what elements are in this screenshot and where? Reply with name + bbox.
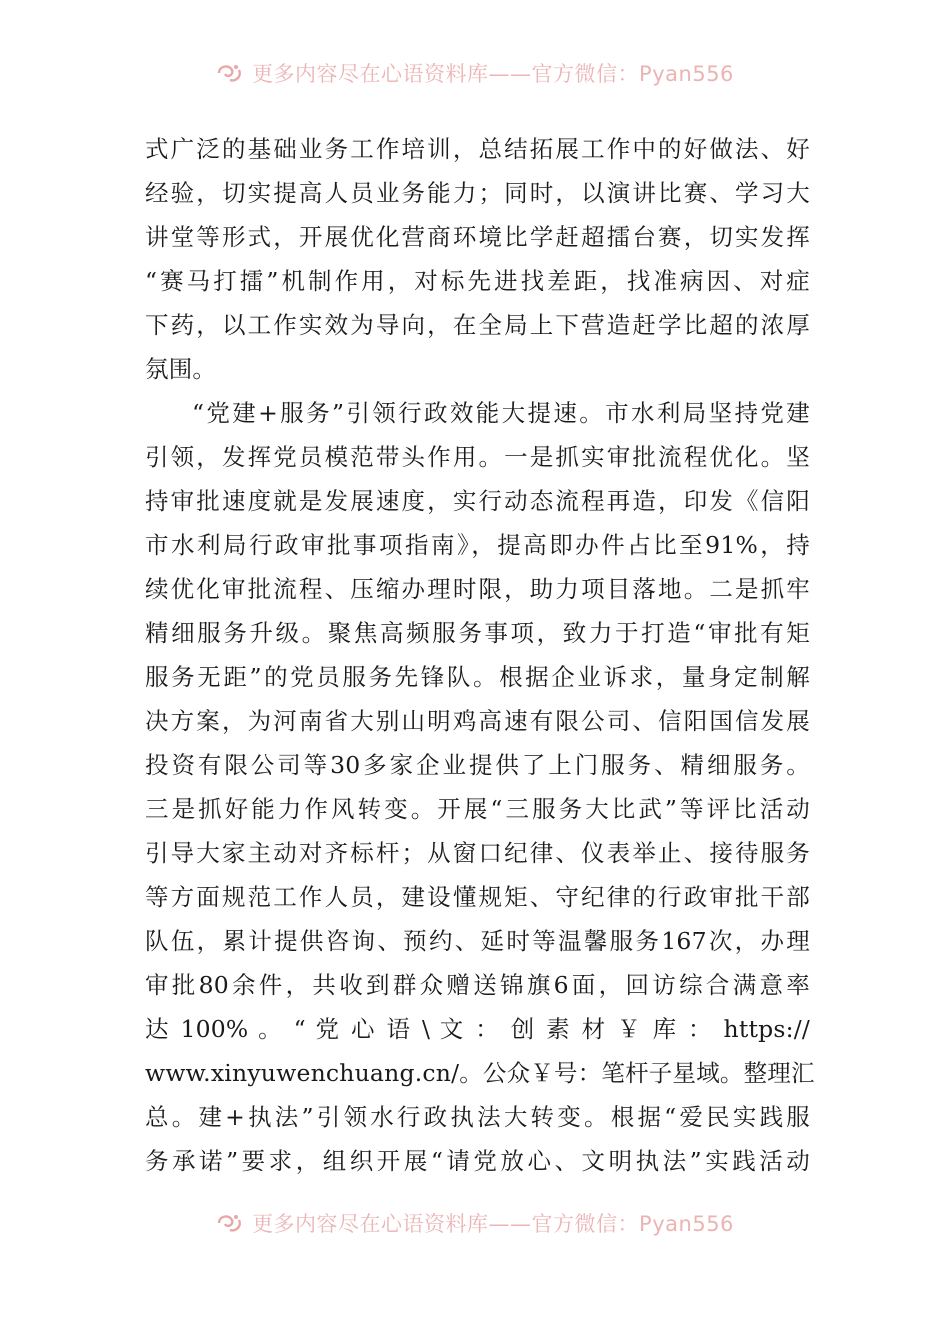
footer-watermark: [0, 1208, 950, 1238]
text-line: 经验，切实提高人员业务能力；同时，以演讲比赛、学习大: [145, 179, 810, 207]
text-line: 持审批速度就是发展速度，实行动态流程再造，印发《信阳: [145, 487, 810, 515]
header-watermark: [0, 58, 950, 88]
paragraph-heading-line: “党建+服务”引领行政效能大提速。市水利局坚持党建: [192, 399, 810, 427]
document-body: [145, 127, 815, 1183]
watermark-text: 更多内容尽在心语资料库——官方微信：Pyan556: [252, 62, 734, 86]
text-line: 投资有限公司等30多家企业提供了上门服务、精细服务。: [145, 751, 810, 779]
text-line: 达 100% 。 “ 党 心 语 \ 文 ： 创 素 材 ￥ 库 ： https://: [145, 1015, 810, 1043]
text-line: 等方面规范工作人员，建设懂规矩、守纪律的行政审批干部: [145, 883, 810, 911]
text-line: 精细服务升级。聚焦高频服务事项，致力于打造“审批有矩: [145, 619, 810, 647]
text-line: 队伍，累计提供咨询、预约、延时等温馨服务167次，办理: [145, 927, 810, 955]
text-line: 总。建+执法”引领水行政执法大转变。根据“爱民实践服: [145, 1103, 810, 1131]
text-line: 三是抓好能力作风转变。开展“三服务大比武”等评比活动: [145, 795, 810, 823]
text-line: 引导大家主动对齐标杆；从窗口纪律、仪表举止、接待服务: [145, 839, 810, 867]
watermark-text: 更多内容尽在心语资料库——官方微信：Pyan556: [252, 1212, 734, 1236]
text-line: 续优化审批流程、压缩办理时限，助力项目落地。二是抓牢: [145, 575, 810, 603]
text-line: www.xinyuwenchuang.cn/。公众￥号：笔杆子星域。整理汇: [145, 1059, 815, 1087]
text-line: 市水利局行政审批事项指南》，提高即办件占比至91%，持: [145, 531, 810, 559]
text-line: 讲堂等形式，开展优化营商环境比学赶超擂台赛，切实发挥: [145, 223, 810, 251]
text-line: 决方案，为河南省大别山明鸡高速有限公司、信阳国信发展: [145, 707, 810, 735]
text-line: 务承诺”要求，组织开展“请党放心、文明执法”实践活动: [145, 1147, 810, 1175]
text-line: 下药，以工作实效为导向，在全局上下营造赶学比超的浓厚: [145, 311, 810, 339]
swirl-logo-icon: [216, 62, 244, 84]
text-line: 氛围。: [145, 355, 217, 383]
text-line: 服务无距”的党员服务先锋队。根据企业诉求，量身定制解: [145, 663, 810, 691]
swirl-logo-icon: [216, 1212, 244, 1234]
text-line: 式广泛的基础业务工作培训，总结拓展工作中的好做法、好: [145, 135, 810, 163]
text-line: “赛马打擂”机制作用，对标先进找差距，找准病因、对症: [145, 267, 810, 295]
text-line: 引领，发挥党员模范带头作用。一是抓实审批流程优化。坚: [145, 443, 810, 471]
text-line: 审批80余件，共收到群众赠送锦旗6面，回访综合满意率: [145, 971, 810, 999]
